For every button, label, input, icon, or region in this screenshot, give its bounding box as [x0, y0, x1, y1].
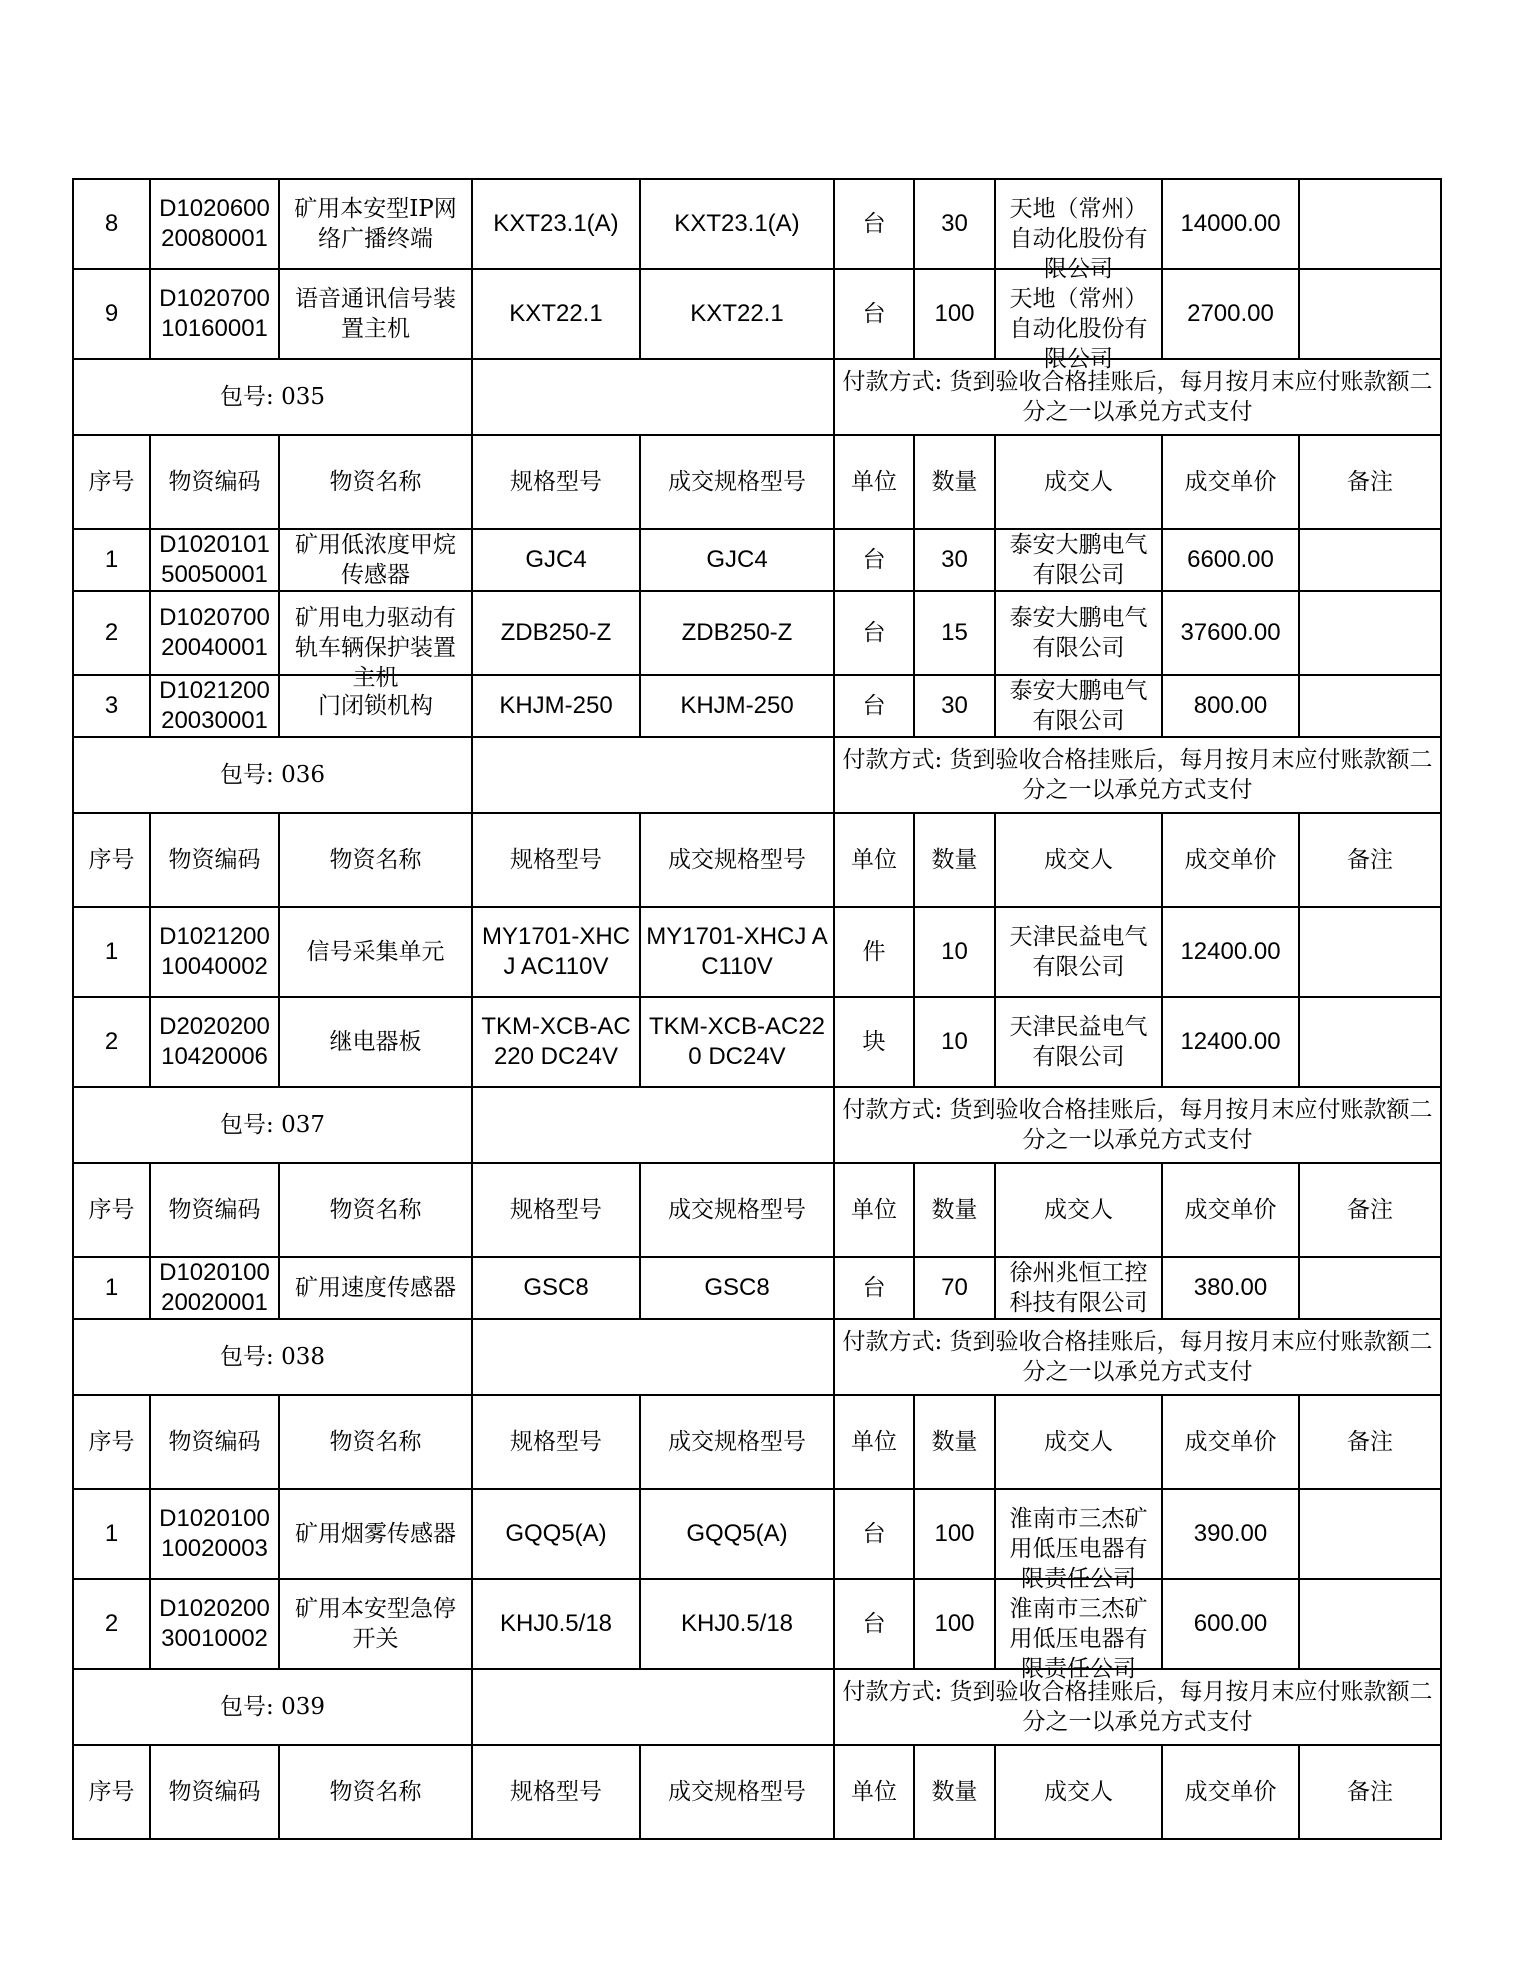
- header-vendor: 成交人: [995, 1395, 1162, 1489]
- cell-unit: 台: [834, 1579, 914, 1669]
- cell-vendor-text: 天地（常州）自动化股份有限公司: [1009, 286, 1148, 372]
- cell-spec: ZDB250-Z: [472, 591, 640, 675]
- header-code: 物资编码: [150, 1163, 279, 1257]
- table-row: [73, 269, 1441, 359]
- cell-qty: 30: [914, 675, 995, 737]
- column-header-row: [73, 1745, 1441, 1839]
- cell-seq: 8: [73, 179, 150, 269]
- package-number: 包号: 037: [73, 1087, 472, 1163]
- cell-spec: TKM-XCB-AC220 DC24V: [472, 997, 640, 1087]
- cell-price: 390.00: [1162, 1489, 1299, 1579]
- header-qty: 数量: [914, 1395, 995, 1489]
- cell-price: 600.00: [1162, 1579, 1299, 1669]
- header-unit: 单位: [834, 1395, 914, 1489]
- header-deal-spec: 成交规格型号: [640, 1163, 834, 1257]
- cell-seq: 1: [73, 1489, 150, 1579]
- header-deal-spec: 成交规格型号: [640, 435, 834, 529]
- header-name: 物资名称: [279, 813, 472, 907]
- header-price: 成交单价: [1162, 435, 1299, 529]
- table-row: [73, 179, 1441, 269]
- cell-deal-spec: KXT22.1: [640, 269, 834, 359]
- cell-vendor-text: 徐州兆恒工控科技有限公司: [1009, 1260, 1148, 1316]
- header-deal-spec: 成交规格型号: [640, 1745, 834, 1839]
- cell-note: [1299, 1579, 1441, 1669]
- cell-name-text: 门闭锁机构: [318, 693, 433, 719]
- cell-name-text: 矿用电力驱动有轨车辆保护装置主机: [295, 605, 456, 691]
- cell-vendor: [995, 179, 1162, 282]
- cell-name-text: 信号采集单元: [306, 939, 445, 965]
- cell-name: [279, 591, 472, 691]
- cell-code: D102010150050001: [150, 529, 279, 591]
- cell-unit: 台: [834, 269, 914, 359]
- cell-unit: 台: [834, 1257, 914, 1319]
- header-note: 备注: [1299, 1163, 1441, 1257]
- header-price: 成交单价: [1162, 1745, 1299, 1839]
- table-row: [73, 591, 1441, 675]
- cell-name: [279, 529, 472, 591]
- payment-terms: 付款方式: 货到验收合格挂账后，每月按月末应付账款额二分之一以承兑方式支付: [834, 1669, 1441, 1745]
- cell-price: 37600.00: [1162, 591, 1299, 675]
- cell-note: [1299, 675, 1441, 737]
- cell-name-text: 语音通讯信号装置主机: [295, 286, 456, 342]
- cell-qty: 100: [914, 269, 995, 359]
- cell-code: D102070010160001: [150, 269, 279, 359]
- cell-unit: 台: [834, 179, 914, 269]
- procurement-result-table: [72, 178, 1442, 1840]
- cell-vendor-text: 天津民益电气有限公司: [1009, 924, 1148, 980]
- header-seq: 序号: [73, 435, 150, 529]
- cell-code: D202020010420006: [150, 997, 279, 1087]
- cell-name: [279, 997, 472, 1087]
- header-seq: 序号: [73, 1163, 150, 1257]
- cell-deal-spec: MY1701-XHCJ AC110V: [640, 907, 834, 997]
- header-note: 备注: [1299, 435, 1441, 529]
- table-row: [73, 1489, 1441, 1579]
- cell-note: [1299, 269, 1441, 359]
- cell-unit: 块: [834, 997, 914, 1087]
- header-spec: 规格型号: [472, 1745, 640, 1839]
- cell-unit: 台: [834, 591, 914, 675]
- cell-seq: 9: [73, 269, 150, 359]
- cell-vendor: [995, 591, 1162, 675]
- header-vendor: 成交人: [995, 435, 1162, 529]
- column-header-row: [73, 1163, 1441, 1257]
- cell-name-text: 矿用本安型急停开关: [295, 1596, 456, 1652]
- cell-deal-spec: KHJM-250: [640, 675, 834, 737]
- cell-vendor: [995, 997, 1162, 1087]
- table-row: [73, 1257, 1441, 1319]
- cell-vendor-text: 泰安大鹏电气有限公司: [1009, 605, 1148, 661]
- header-seq: 序号: [73, 1395, 150, 1489]
- package-number: 包号: 035: [73, 359, 472, 435]
- header-price: 成交单价: [1162, 1163, 1299, 1257]
- header-code: 物资编码: [150, 813, 279, 907]
- payment-terms: 付款方式: 货到验收合格挂账后，每月按月末应付账款额二分之一以承兑方式支付: [834, 1319, 1441, 1395]
- cell-note: [1299, 997, 1441, 1087]
- cell-note: [1299, 907, 1441, 997]
- cell-seq: 1: [73, 1257, 150, 1319]
- cell-price: 380.00: [1162, 1257, 1299, 1319]
- payment-terms: 付款方式: 货到验收合格挂账后，每月按月末应付账款额二分之一以承兑方式支付: [834, 737, 1441, 813]
- cell-name-text: 矿用速度传感器: [295, 1275, 456, 1301]
- cell-name-text: 矿用烟雾传感器: [295, 1521, 456, 1547]
- cell-vendor-text: 天地（常州）自动化股份有限公司: [1009, 196, 1148, 282]
- cell-name: [279, 269, 472, 359]
- column-header-row: [73, 435, 1441, 529]
- table-row: [73, 907, 1441, 997]
- cell-qty: 15: [914, 591, 995, 675]
- cell-spec: KXT23.1(A): [472, 179, 640, 269]
- header-name: 物资名称: [279, 1395, 472, 1489]
- cell-seq: 3: [73, 675, 150, 737]
- header-seq: 序号: [73, 813, 150, 907]
- cell-qty: 30: [914, 179, 995, 269]
- table-row: [73, 1579, 1441, 1669]
- package-number: 包号: 039: [73, 1669, 472, 1745]
- cell-spec: MY1701-XHCJ AC110V: [472, 907, 640, 997]
- package-row: [73, 1669, 1441, 1745]
- cell-deal-spec: ZDB250-Z: [640, 591, 834, 675]
- header-unit: 单位: [834, 813, 914, 907]
- package-row: [73, 359, 1441, 435]
- cell-qty: 70: [914, 1257, 995, 1319]
- header-name: 物资名称: [279, 435, 472, 529]
- cell-code: D102070020040001: [150, 591, 279, 675]
- cell-unit: 台: [834, 675, 914, 737]
- cell-note: [1299, 1257, 1441, 1319]
- package-spacer: [472, 737, 834, 813]
- package-row: [73, 737, 1441, 813]
- cell-vendor: [995, 1489, 1162, 1592]
- payment-terms: 付款方式: 货到验收合格挂账后，每月按月末应付账款额二分之一以承兑方式支付: [834, 1087, 1441, 1163]
- cell-note: [1299, 1489, 1441, 1579]
- cell-vendor-text: 泰安大鹏电气有限公司: [1009, 532, 1148, 588]
- header-unit: 单位: [834, 1745, 914, 1839]
- cell-seq: 1: [73, 529, 150, 591]
- header-vendor: 成交人: [995, 813, 1162, 907]
- cell-name-text: 矿用本安型IP网络广播终端: [294, 196, 457, 252]
- cell-name: [279, 1257, 472, 1319]
- table-row: [73, 675, 1441, 737]
- cell-code: D102010010020003: [150, 1489, 279, 1579]
- cell-vendor-text: 淮南市三杰矿用低压电器有限责任公司: [1009, 1506, 1148, 1592]
- header-vendor: 成交人: [995, 1163, 1162, 1257]
- cell-seq: 1: [73, 907, 150, 997]
- cell-note: [1299, 591, 1441, 675]
- header-spec: 规格型号: [472, 435, 640, 529]
- cell-unit: 台: [834, 1489, 914, 1579]
- header-unit: 单位: [834, 435, 914, 529]
- cell-code: D102120020030001: [150, 675, 279, 737]
- cell-code: D102020030010002: [150, 1579, 279, 1669]
- cell-unit: 件: [834, 907, 914, 997]
- cell-code: D102010020020001: [150, 1257, 279, 1319]
- header-spec: 规格型号: [472, 1163, 640, 1257]
- cell-unit: 台: [834, 529, 914, 591]
- cell-name: [279, 907, 472, 997]
- header-note: 备注: [1299, 1745, 1441, 1839]
- cell-vendor-text: 天津民益电气有限公司: [1009, 1014, 1148, 1070]
- cell-name: [279, 1489, 472, 1579]
- header-spec: 规格型号: [472, 813, 640, 907]
- cell-name: [279, 1579, 472, 1669]
- header-spec: 规格型号: [472, 1395, 640, 1489]
- column-header-row: [73, 1395, 1441, 1489]
- header-code: 物资编码: [150, 1745, 279, 1839]
- cell-qty: 100: [914, 1579, 995, 1669]
- header-name: 物资名称: [279, 1163, 472, 1257]
- cell-name-text: 矿用低浓度甲烷传感器: [295, 532, 456, 588]
- cell-qty: 100: [914, 1489, 995, 1579]
- cell-price: 6600.00: [1162, 529, 1299, 591]
- cell-deal-spec: KXT23.1(A): [640, 179, 834, 269]
- cell-qty: 10: [914, 907, 995, 997]
- cell-code: D102060020080001: [150, 179, 279, 269]
- column-header-row: [73, 813, 1441, 907]
- header-qty: 数量: [914, 1163, 995, 1257]
- cell-deal-spec: KHJ0.5/18: [640, 1579, 834, 1669]
- cell-price: 2700.00: [1162, 269, 1299, 359]
- header-qty: 数量: [914, 813, 995, 907]
- cell-name: [279, 179, 472, 269]
- package-spacer: [472, 1319, 834, 1395]
- cell-price: 800.00: [1162, 675, 1299, 737]
- header-price: 成交单价: [1162, 813, 1299, 907]
- cell-deal-spec: TKM-XCB-AC220 DC24V: [640, 997, 834, 1087]
- cell-note: [1299, 529, 1441, 591]
- header-note: 备注: [1299, 1395, 1441, 1489]
- header-price: 成交单价: [1162, 1395, 1299, 1489]
- cell-vendor: [995, 675, 1162, 737]
- cell-spec: KHJ0.5/18: [472, 1579, 640, 1669]
- cell-spec: KHJM-250: [472, 675, 640, 737]
- cell-spec: KXT22.1: [472, 269, 640, 359]
- header-deal-spec: 成交规格型号: [640, 1395, 834, 1489]
- cell-spec: GSC8: [472, 1257, 640, 1319]
- package-number: 包号: 038: [73, 1319, 472, 1395]
- cell-code: D102120010040002: [150, 907, 279, 997]
- package-spacer: [472, 359, 834, 435]
- cell-vendor: [995, 907, 1162, 997]
- header-qty: 数量: [914, 1745, 995, 1839]
- cell-seq: 2: [73, 591, 150, 675]
- header-qty: 数量: [914, 435, 995, 529]
- cell-qty: 10: [914, 997, 995, 1087]
- header-vendor: 成交人: [995, 1745, 1162, 1839]
- package-spacer: [472, 1669, 834, 1745]
- header-note: 备注: [1299, 813, 1441, 907]
- package-spacer: [472, 1087, 834, 1163]
- cell-price: 12400.00: [1162, 907, 1299, 997]
- cell-vendor-text: 淮南市三杰矿用低压电器有限责任公司: [1009, 1596, 1148, 1682]
- cell-vendor: [995, 1257, 1162, 1319]
- header-name: 物资名称: [279, 1745, 472, 1839]
- cell-spec: GJC4: [472, 529, 640, 591]
- header-seq: 序号: [73, 1745, 150, 1839]
- cell-deal-spec: GSC8: [640, 1257, 834, 1319]
- cell-name-text: 继电器板: [329, 1029, 422, 1055]
- header-unit: 单位: [834, 1163, 914, 1257]
- cell-vendor: [995, 529, 1162, 591]
- cell-seq: 2: [73, 1579, 150, 1669]
- header-code: 物资编码: [150, 1395, 279, 1489]
- header-code: 物资编码: [150, 435, 279, 529]
- cell-qty: 30: [914, 529, 995, 591]
- cell-deal-spec: GQQ5(A): [640, 1489, 834, 1579]
- cell-spec: GQQ5(A): [472, 1489, 640, 1579]
- table-row: [73, 997, 1441, 1087]
- package-row: [73, 1319, 1441, 1395]
- package-number: 包号: 036: [73, 737, 472, 813]
- cell-seq: 2: [73, 997, 150, 1087]
- cell-price: 14000.00: [1162, 179, 1299, 269]
- payment-terms: 付款方式: 货到验收合格挂账后，每月按月末应付账款额二分之一以承兑方式支付: [834, 359, 1441, 435]
- cell-price: 12400.00: [1162, 997, 1299, 1087]
- header-deal-spec: 成交规格型号: [640, 813, 834, 907]
- table-row: [73, 529, 1441, 591]
- cell-deal-spec: GJC4: [640, 529, 834, 591]
- cell-note: [1299, 179, 1441, 269]
- package-row: [73, 1087, 1441, 1163]
- cell-vendor-text: 泰安大鹏电气有限公司: [1009, 678, 1148, 734]
